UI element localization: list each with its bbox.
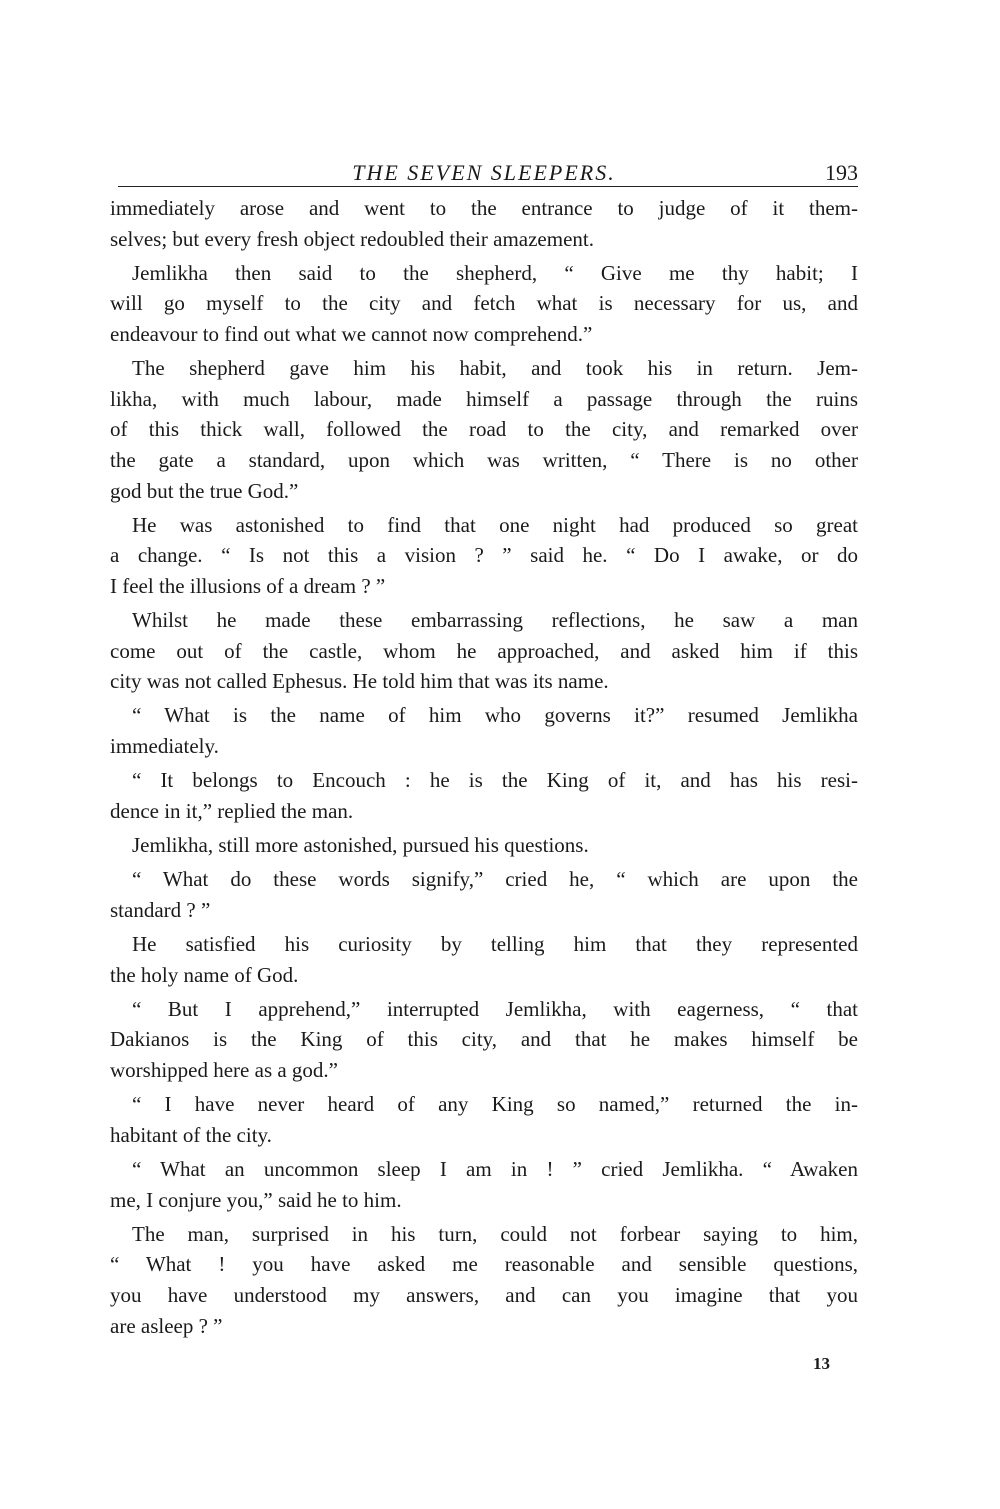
paragraph (110, 994, 858, 1086)
text-line: The shepherd gave him his habit, and took his in return. Jem- (132, 356, 858, 381)
paragraph (110, 700, 858, 761)
running-title: THE SEVEN SLEEPERS. (352, 160, 616, 185)
text-line: He satisfied his curiosity by telling him that they represented (132, 932, 858, 956)
text-line: Jemlikha, still more astonished, pursued his questions. (132, 833, 589, 858)
text-line: immediately. (110, 734, 219, 759)
body-text (110, 193, 858, 1345)
paragraph (110, 830, 858, 861)
text-line: worshipped here as a god.” (110, 1057, 339, 1082)
header-rule (118, 186, 858, 187)
text-line: are asleep ? ” (110, 1313, 223, 1338)
text-line: “ What an uncommon sleep I am in ! ” cried Jemlikha. “ Awaken (132, 1156, 858, 1181)
text-line: immediately arose and went to the entrance to judge of it them- (110, 196, 858, 220)
text-line: endeavour to find out what we cannot now comprehend.” (110, 321, 593, 346)
text-line: of this thick wall, followed the road to the city, and remarked over (110, 417, 858, 442)
text-line: will go myself to the city and fetch what is necessary for us, and (110, 291, 858, 316)
text-line: “ But I apprehend,” interrupted Jemlikha, with eagerness, “ that (132, 996, 858, 1021)
text-line: the gate a standard, upon which was written, “ There is no other (110, 447, 858, 472)
text-line: I feel the illusions of a dream ? ” (110, 573, 386, 598)
text-line: “ What is the name of him who governs it?” resumed Jemlikha (132, 703, 858, 728)
text-line: He was astonished to find that one night had produced so great (132, 512, 858, 537)
text-line: habitant of the city. (110, 1122, 272, 1147)
paragraph (110, 353, 858, 506)
paragraph (110, 929, 858, 990)
text-line: likha, with much labour, made himself a passage through the ruins (110, 386, 858, 411)
text-line: god but the true God.” (110, 478, 299, 503)
paragraph (110, 193, 858, 254)
text-line: Jemlikha then said to the shepherd, “ Give me thy habit; I (132, 260, 858, 285)
text-line: standard ? ” (110, 897, 211, 922)
text-line: city was not called Ephesus. He told him that was its name. (110, 669, 609, 694)
paragraph (110, 864, 858, 925)
text-line: Whilst he made these embarrassing reflections, he saw a man (132, 608, 858, 633)
paragraph (110, 1219, 858, 1341)
text-line: “ What ! you have asked me reasonable and sensible questions, (110, 1252, 858, 1277)
text-line: the holy name of God. (110, 962, 299, 987)
signature-mark: 13 (813, 1354, 830, 1373)
text-line: you have understood my answers, and can you imagine that you (110, 1282, 858, 1307)
page-number: 193 (825, 160, 858, 185)
paragraph (110, 1154, 858, 1215)
text-line: me, I conjure you,” said he to him. (110, 1187, 402, 1212)
text-line: “ It belongs to Encouch : he is the King of it, and has his resi- (132, 768, 858, 793)
paragraph (110, 1089, 858, 1150)
text-line: selves; but every fresh object redoubled their amazement. (110, 226, 594, 251)
text-line: “ I have never heard of any King so named,” returned the in- (132, 1092, 858, 1117)
paragraph (110, 258, 858, 350)
text-line: a change. “ Is not this a vision ? ” said he. “ Do I awake, or do (110, 543, 858, 568)
text-line: dence in it,” replied the man. (110, 798, 354, 823)
text-line: “ What do these words signify,” cried he, “ which are upon the (132, 867, 858, 892)
paragraph (110, 510, 858, 602)
running-header (110, 160, 858, 186)
text-line: The man, surprised in his turn, could not forbear saying to him, (132, 1221, 858, 1246)
paragraph (110, 765, 858, 826)
text-line: Dakianos is the King of this city, and that he makes himself be (110, 1027, 858, 1052)
paragraph (110, 605, 858, 697)
text-line: come out of the castle, whom he approached, and asked him if this (110, 638, 858, 663)
